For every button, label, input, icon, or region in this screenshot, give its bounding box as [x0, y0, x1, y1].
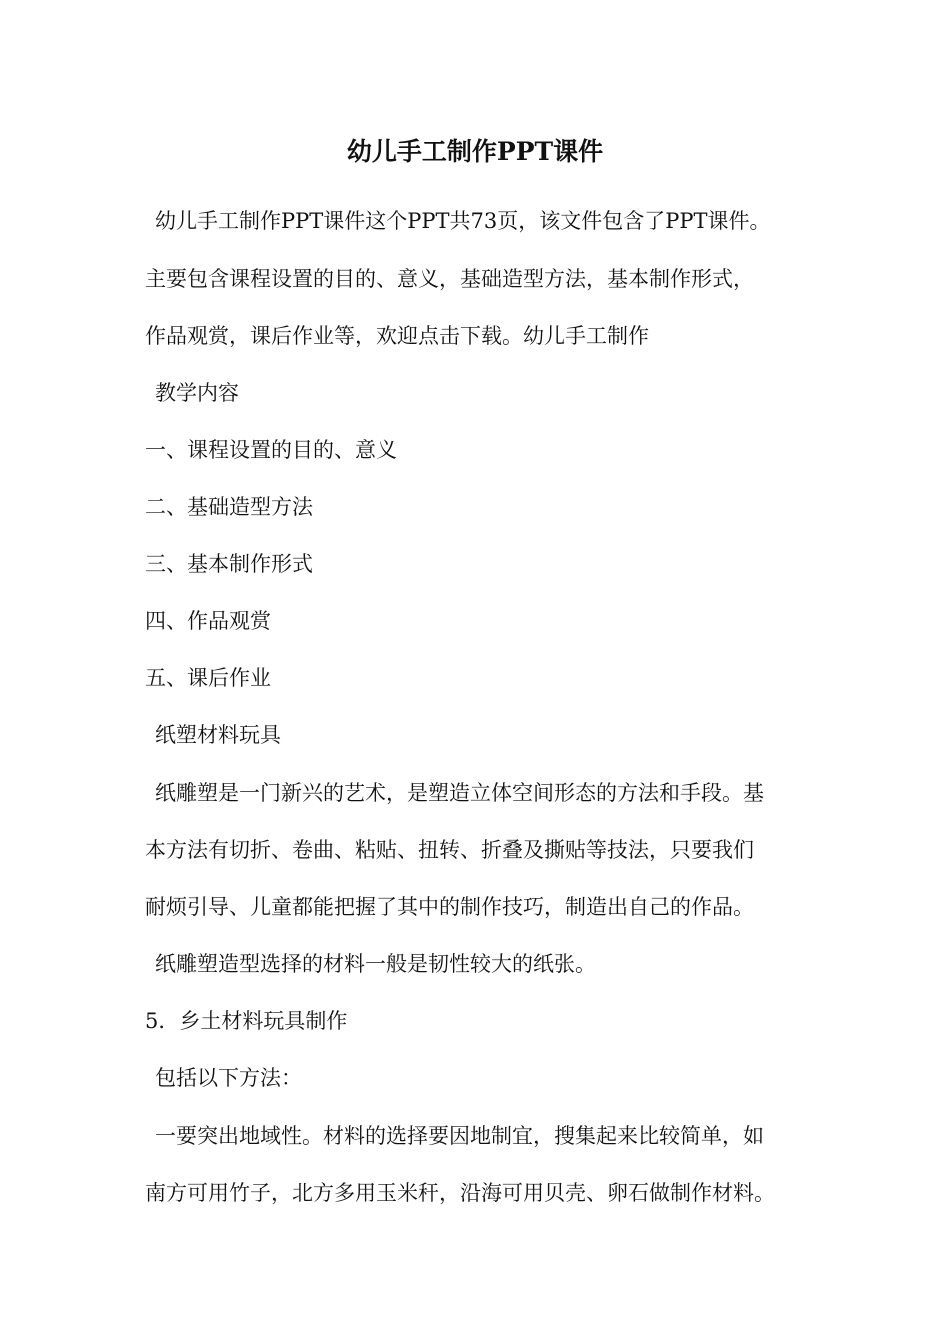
- body-line-9: 一要突出地域性。材料的选择要因地制宜，搜集起来比较简单，如: [155, 1124, 764, 1148]
- body-line-8: 包括以下方法：: [155, 1066, 302, 1090]
- section-heading-local-materials: 5．乡土材料玩具制作: [145, 1009, 348, 1033]
- list-item-3: 三、基本制作形式: [145, 552, 313, 576]
- body-line-6: 耐烦引导、儿童都能把握了其中的制作技巧，制造出自己的作品。: [145, 895, 754, 919]
- body-line-2: 主要包含课程设置的目的、意义，基础造型方法，基本制作形式，: [145, 267, 754, 291]
- list-item-5: 五、课后作业: [145, 666, 271, 690]
- list-item-1: 一、课程设置的目的、意义: [145, 438, 397, 462]
- body-line-3: 作品观赏，课后作业等，欢迎点击下载。幼儿手工制作: [145, 324, 649, 348]
- body-line-1: 幼儿手工制作PPT课件这个PPT共73页，该文件包含了PPT课件。: [155, 209, 771, 233]
- body-line-5: 本方法有切折、卷曲、粘贴、扭转、折叠及撕贴等技法，只要我们: [145, 838, 754, 862]
- list-item-2: 二、基础造型方法: [145, 495, 313, 519]
- body-line-4: 纸雕塑是一门新兴的艺术，是塑造立体空间形态的方法和手段。基: [155, 781, 764, 805]
- body-line-7: 纸雕塑造型选择的材料一般是韧性较大的纸张。: [155, 952, 596, 976]
- list-item-4: 四、作品观赏: [145, 609, 271, 633]
- body-line-10: 南方可用竹子，北方多用玉米秆，沿海可用贝壳、卵石做制作材料。: [145, 1181, 775, 1205]
- section-heading-teaching-content: 教学内容: [155, 381, 239, 405]
- document-title: 幼儿手工制作PPT课件: [346, 137, 604, 166]
- section-heading-paper-toys: 纸塑材料玩具: [155, 723, 281, 747]
